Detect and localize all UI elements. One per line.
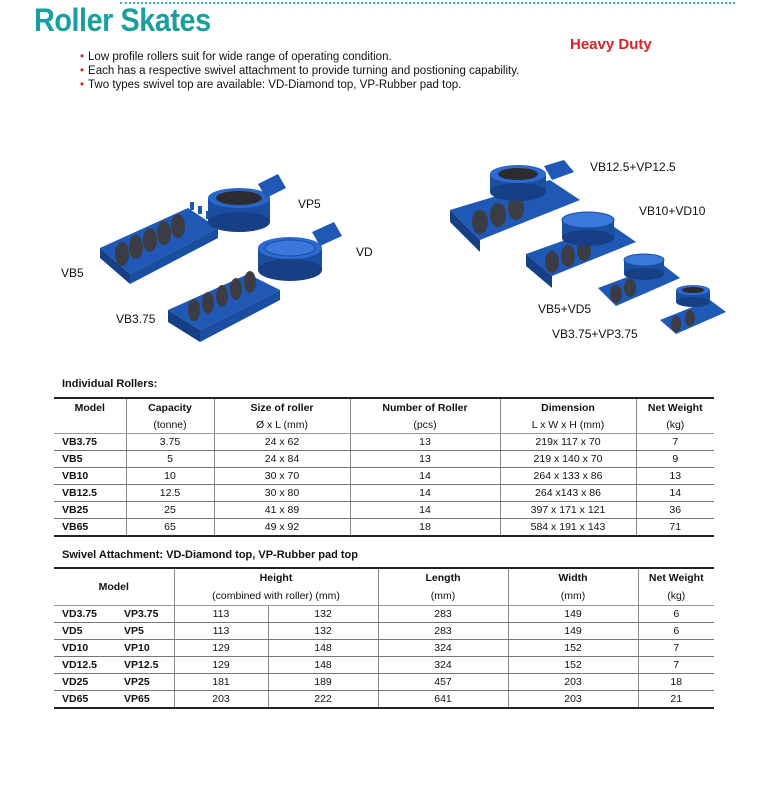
cell: 132 bbox=[268, 606, 378, 623]
cell-model-vd: VD25 bbox=[54, 674, 116, 691]
table-row bbox=[54, 519, 714, 537]
cell: 24 x 84 bbox=[214, 451, 350, 468]
table-row bbox=[54, 468, 714, 485]
col-header-width: Width bbox=[508, 568, 638, 587]
cell: 18 bbox=[638, 674, 714, 691]
cell: 203 bbox=[174, 691, 268, 709]
cell: 324 bbox=[378, 640, 508, 657]
cell: 129 bbox=[174, 657, 268, 674]
rollers-subheader-row bbox=[54, 417, 714, 434]
cell: 41 x 89 bbox=[214, 502, 350, 519]
col-header: Dimension bbox=[500, 398, 636, 417]
cell: 132 bbox=[268, 623, 378, 640]
label-vb375-vp375: VB3.75+VP3.75 bbox=[552, 327, 638, 341]
cell: 13 bbox=[636, 468, 714, 485]
cell: 36 bbox=[636, 502, 714, 519]
col-header: Number of Roller bbox=[350, 398, 500, 417]
feature-item: • Low profile rollers suit for wide range of operating condition. bbox=[80, 51, 392, 63]
cell: 641 bbox=[378, 691, 508, 709]
vb125-vp125-image bbox=[450, 160, 580, 252]
table-row bbox=[54, 485, 714, 502]
cell: 219 x 140 x 70 bbox=[500, 451, 636, 468]
cell: 149 bbox=[508, 606, 638, 623]
cell-model-vp: VP25 bbox=[116, 674, 174, 691]
cell-model-vp: VP12.5 bbox=[116, 657, 174, 674]
feature-item: • Each has a respective swivel attachment to provide turning and postioning capability. bbox=[80, 65, 520, 77]
cell-model-vd: VD5 bbox=[54, 623, 116, 640]
cell: 189 bbox=[268, 674, 378, 691]
cell: 6 bbox=[638, 606, 714, 623]
cell: 181 bbox=[174, 674, 268, 691]
vb375-vp375-image bbox=[660, 285, 726, 334]
col-subheader-height: (combined with roller) (mm) bbox=[174, 587, 378, 606]
rollers-table bbox=[54, 397, 714, 537]
cell: 129 bbox=[174, 640, 268, 657]
cell-model-vp: VP3.75 bbox=[116, 606, 174, 623]
cell-model: VB25 bbox=[54, 502, 126, 519]
cell: 7 bbox=[636, 434, 714, 451]
col-subheader-weight: (kg) bbox=[638, 587, 714, 606]
col-header: Capacity bbox=[126, 398, 214, 417]
bullet-icon: • bbox=[80, 51, 85, 63]
bullet-icon: • bbox=[80, 65, 85, 77]
cell: 457 bbox=[378, 674, 508, 691]
cell: 148 bbox=[268, 657, 378, 674]
cell: 65 bbox=[126, 519, 214, 537]
top-dotted-rule bbox=[120, 2, 735, 4]
cell: 5 bbox=[126, 451, 214, 468]
label-vb10-vd10: VB10+VD10 bbox=[639, 204, 706, 218]
label-vd: VD bbox=[356, 245, 373, 259]
cell: 49 x 92 bbox=[214, 519, 350, 537]
page-title: Roller Skates bbox=[34, 2, 211, 38]
feature-list bbox=[80, 50, 519, 92]
cell: 222 bbox=[268, 691, 378, 709]
cell: 25 bbox=[126, 502, 214, 519]
cell-model-vp: VP65 bbox=[116, 691, 174, 709]
col-header-height: Height bbox=[174, 568, 378, 587]
col-subheader bbox=[54, 417, 126, 434]
col-subheader: Ø x L (mm) bbox=[214, 417, 350, 434]
cell: 264 x 133 x 86 bbox=[500, 468, 636, 485]
cell-model-vd: VD10 bbox=[54, 640, 116, 657]
cell: 283 bbox=[378, 623, 508, 640]
vb5-skate-image bbox=[100, 202, 218, 284]
cell: 13 bbox=[350, 434, 500, 451]
cell: 148 bbox=[268, 640, 378, 657]
col-header-model: Model bbox=[54, 568, 174, 606]
label-vb5-vd5: VB5+VD5 bbox=[538, 302, 592, 316]
cell: 324 bbox=[378, 657, 508, 674]
table-row bbox=[54, 674, 714, 691]
col-header: Size of roller bbox=[214, 398, 350, 417]
cell-model-vd: VD12.5 bbox=[54, 657, 116, 674]
col-header: Model bbox=[54, 398, 126, 417]
rollers-heading: Individual Rollers: bbox=[62, 378, 158, 390]
col-subheader: (kg) bbox=[636, 417, 714, 434]
label-vb5: VB5 bbox=[61, 266, 84, 280]
cell: 14 bbox=[350, 468, 500, 485]
table-row bbox=[54, 451, 714, 468]
cell: 113 bbox=[174, 606, 268, 623]
cell: 18 bbox=[350, 519, 500, 537]
cell: 584 x 191 x 143 bbox=[500, 519, 636, 537]
col-header-weight: Net Weight bbox=[638, 568, 714, 587]
cell: 7 bbox=[638, 640, 714, 657]
vb375-skate-image bbox=[168, 271, 280, 342]
vb10-vd10-image bbox=[526, 212, 636, 288]
cell: 10 bbox=[126, 468, 214, 485]
cell: 7 bbox=[638, 657, 714, 674]
vd-swivel-image bbox=[258, 222, 342, 281]
table-row bbox=[54, 434, 714, 451]
cell-model: VB5 bbox=[54, 451, 126, 468]
col-subheader: L x W x H (mm) bbox=[500, 417, 636, 434]
col-subheader-length: (mm) bbox=[378, 587, 508, 606]
col-header-length: Length bbox=[378, 568, 508, 587]
label-vp5: VP5 bbox=[298, 197, 321, 211]
swivel-header-row bbox=[54, 568, 714, 587]
cell: 14 bbox=[350, 485, 500, 502]
cell: 12.5 bbox=[126, 485, 214, 502]
cell-model-vp: VP5 bbox=[116, 623, 174, 640]
product-photo-right bbox=[440, 160, 740, 350]
col-subheader: (tonne) bbox=[126, 417, 214, 434]
cell: 219x 117 x 70 bbox=[500, 434, 636, 451]
cell: 30 x 70 bbox=[214, 468, 350, 485]
feature-item: • Two types swivel top are available: VD-Diamond top, VP-Rubber pad top. bbox=[80, 79, 462, 91]
table-row bbox=[54, 640, 714, 657]
vb5-vd5-image bbox=[598, 254, 680, 306]
table-row bbox=[54, 623, 714, 640]
cell: 113 bbox=[174, 623, 268, 640]
cell: 71 bbox=[636, 519, 714, 537]
table-row bbox=[54, 691, 714, 709]
table-row bbox=[54, 502, 714, 519]
cell: 203 bbox=[508, 674, 638, 691]
bullet-icon: • bbox=[80, 79, 85, 91]
cell-model: VB10 bbox=[54, 468, 126, 485]
label-vb125-vp125: VB12.5+VP12.5 bbox=[590, 160, 676, 174]
cell: 397 x 171 x 121 bbox=[500, 502, 636, 519]
cell-model: VB65 bbox=[54, 519, 126, 537]
col-subheader: (pcs) bbox=[350, 417, 500, 434]
cell: 6 bbox=[638, 623, 714, 640]
cell-model-vd: VD3.75 bbox=[54, 606, 116, 623]
heavy-duty-badge: Heavy Duty bbox=[570, 36, 652, 53]
cell: 24 x 62 bbox=[214, 434, 350, 451]
cell: 152 bbox=[508, 657, 638, 674]
cell: 9 bbox=[636, 451, 714, 468]
cell: 149 bbox=[508, 623, 638, 640]
cell: 21 bbox=[638, 691, 714, 709]
col-subheader-width: (mm) bbox=[508, 587, 638, 606]
cell: 283 bbox=[378, 606, 508, 623]
cell: 30 x 80 bbox=[214, 485, 350, 502]
cell: 264 x143 x 86 bbox=[500, 485, 636, 502]
cell: 13 bbox=[350, 451, 500, 468]
cell-model: VB12.5 bbox=[54, 485, 126, 502]
cell: 14 bbox=[636, 485, 714, 502]
swivel-heading: Swivel Attachment: VD-Diamond top, VP-Rubber pad top bbox=[62, 549, 358, 561]
rollers-header-row bbox=[54, 398, 714, 417]
cell-model-vp: VP10 bbox=[116, 640, 174, 657]
table-row bbox=[54, 606, 714, 623]
cell: 152 bbox=[508, 640, 638, 657]
cell-model-vd: VD65 bbox=[54, 691, 116, 709]
vp5-swivel-image bbox=[208, 174, 286, 232]
cell: 3.75 bbox=[126, 434, 214, 451]
cell: 14 bbox=[350, 502, 500, 519]
table-row bbox=[54, 657, 714, 674]
swivel-table bbox=[54, 567, 714, 709]
cell-model: VB3.75 bbox=[54, 434, 126, 451]
cell: 203 bbox=[508, 691, 638, 709]
label-vb375: VB3.75 bbox=[116, 312, 156, 326]
col-header: Net Weight bbox=[636, 398, 714, 417]
